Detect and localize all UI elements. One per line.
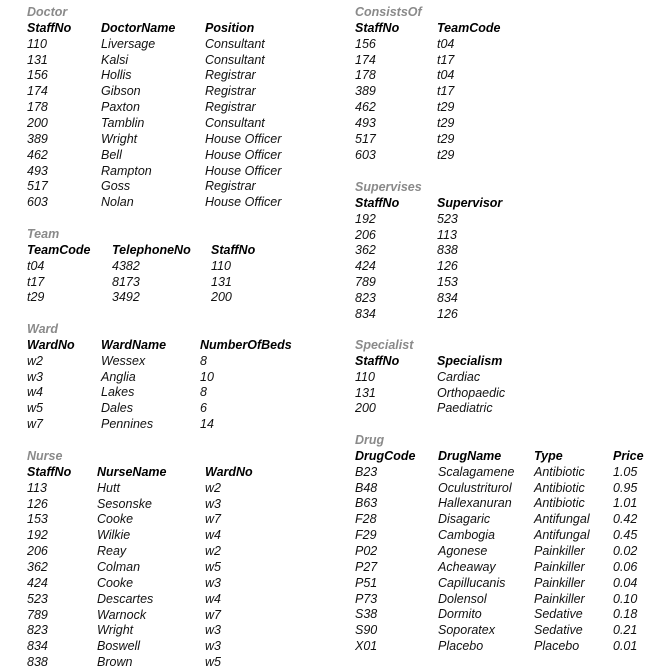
table-cell: 0.45 [613, 528, 638, 543]
table-cell: 517 [27, 179, 48, 194]
table-cell: Wright [101, 131, 138, 146]
table-title: Drug [355, 433, 385, 447]
table-cell: Agonese [438, 543, 488, 558]
table-cell: w7 [205, 607, 221, 622]
table-cell: 362 [27, 559, 48, 574]
table-cell: w4 [27, 385, 43, 400]
table-cell: 838 [437, 243, 458, 258]
table-cell: 200 [211, 290, 232, 305]
column-header: Type [534, 448, 563, 463]
table-cell: 153 [437, 275, 458, 290]
table-cell: 200 [27, 115, 48, 130]
table-cell: F28 [355, 512, 377, 527]
column-header: TelephoneNo [112, 242, 191, 257]
table-cell: 206 [355, 227, 376, 242]
table-cell: 523 [437, 211, 458, 226]
table-cell: 0.21 [613, 623, 638, 638]
table-cell: 462 [355, 100, 376, 115]
table-cell: Soporatex [438, 623, 495, 638]
table-cell: 0.95 [613, 480, 638, 495]
table-cell: 517 [355, 131, 376, 146]
table-cell: Registrar [205, 179, 256, 194]
column-header: StaffNo [27, 20, 72, 35]
table-cell: Goss [101, 179, 131, 194]
table-cell: 200 [355, 401, 376, 416]
table-cell: t29 [437, 131, 455, 146]
table-cell: 178 [27, 100, 48, 115]
table-cell: 1.01 [613, 496, 638, 511]
table-cell: Cooke [97, 575, 134, 590]
table-cell: 603 [27, 195, 48, 210]
table-cell: Registrar [205, 100, 256, 115]
table-cell: Acheaway [438, 559, 496, 574]
table-cell: w3 [205, 575, 221, 590]
table-cell: F29 [355, 528, 377, 543]
table-cell: B63 [355, 496, 378, 511]
table-cell: Placebo [534, 639, 580, 654]
table-cell: 8 [200, 385, 207, 400]
table-cell: B48 [355, 480, 378, 495]
table-cell: 838 [27, 655, 48, 670]
table-cell: Painkiller [534, 591, 585, 606]
table-cell: t17 [27, 274, 45, 289]
table-cell: 126 [27, 496, 48, 511]
table-cell: 192 [355, 211, 376, 226]
table-cell: P73 [355, 591, 378, 606]
table-cell: Dolensol [438, 591, 487, 606]
table-cell: House Officer [205, 195, 282, 210]
table-cell: Antibiotic [534, 480, 585, 495]
table-cell: w3 [205, 496, 221, 511]
table-cell: Hollis [101, 68, 132, 83]
table-title: Ward [27, 322, 59, 336]
table-cell: w4 [205, 591, 221, 606]
table-cell: Painkiller [534, 559, 585, 574]
table-cell: 462 [27, 147, 48, 162]
table-cell: 603 [355, 147, 376, 162]
table-cell: 131 [211, 274, 232, 289]
table-cell: Orthopaedic [437, 385, 506, 400]
column-header: Supervisor [437, 195, 503, 210]
table-cell: Sesonske [97, 496, 152, 511]
table-cell: Lakes [101, 385, 135, 400]
table-title: ConsistsOf [355, 5, 422, 19]
table-cell: Warnock [97, 607, 147, 622]
table-cell: Capillucanis [438, 575, 506, 590]
table-cell: Bell [101, 147, 122, 162]
table-cell: w5 [27, 401, 43, 416]
table-cell: 0.42 [613, 512, 638, 527]
table-cell: 834 [355, 306, 376, 321]
table-cell: 789 [27, 607, 48, 622]
table-cell: Dales [101, 401, 133, 416]
table-cell: P51 [355, 575, 378, 590]
table-cell: Sedative [534, 623, 583, 638]
table-cell: Liversage [101, 36, 156, 51]
table-cell: w7 [205, 512, 221, 527]
table-cell: w3 [205, 623, 221, 638]
table-cell: 174 [355, 52, 376, 67]
table-cell: Painkiller [534, 575, 585, 590]
table-cell: 153 [27, 512, 48, 527]
table-cell: 192 [27, 528, 48, 543]
table-cell: Wilkie [97, 528, 131, 543]
table-cell: Tamblin [101, 115, 145, 130]
column-header: TeamCode [27, 242, 91, 257]
column-header: Position [205, 20, 255, 35]
table-cell: 110 [355, 369, 375, 384]
table-cell: 0.02 [613, 543, 638, 558]
table-cell: t04 [27, 258, 45, 273]
table-cell: t04 [437, 36, 455, 51]
table-cell: Cardiac [437, 369, 481, 384]
table-cell: Scalagamene [438, 464, 515, 479]
table-cell: House Officer [205, 131, 282, 146]
column-header: DrugName [438, 448, 502, 463]
table-cell: Placebo [438, 639, 484, 654]
table-cell: 4382 [112, 258, 140, 273]
column-header: NumberOfBeds [200, 337, 292, 352]
table-cell: 0.06 [613, 559, 638, 574]
column-header: TeamCode [437, 20, 501, 35]
table-cell: 424 [355, 259, 376, 274]
table-cell: Antibiotic [534, 496, 585, 511]
table-cell: 523 [27, 591, 48, 606]
table-cell: 789 [355, 275, 376, 290]
table-title: Doctor [27, 5, 68, 19]
table-cell: Hutt [97, 480, 120, 495]
table-cell: Gibson [101, 84, 141, 99]
column-header: StaffNo [27, 464, 72, 479]
table-cell: w7 [27, 417, 43, 432]
table-cell: 14 [200, 417, 214, 432]
table-cell: 389 [355, 84, 376, 99]
table-cell: 6 [200, 401, 207, 416]
table-cell: Registrar [205, 68, 256, 83]
table-cell: t17 [437, 52, 455, 67]
table-cell: t29 [437, 147, 455, 162]
table-cell: Painkiller [534, 543, 585, 558]
column-header: StaffNo [211, 242, 256, 257]
table-cell: w3 [27, 369, 43, 384]
table-cell: Brown [97, 655, 133, 670]
table-cell: X01 [355, 639, 378, 654]
table-cell: w2 [27, 353, 43, 368]
column-header: WardNo [205, 464, 253, 479]
column-header: WardName [101, 337, 167, 352]
table-cell: S90 [355, 623, 378, 638]
table-cell: 389 [27, 131, 48, 146]
column-header: Price [613, 448, 644, 463]
table-cell: House Officer [205, 147, 282, 162]
table-cell: Consultant [205, 115, 265, 130]
column-header: NurseName [97, 464, 167, 479]
table-cell: 493 [27, 163, 48, 178]
table-cell: Hallexanuran [438, 496, 512, 511]
table-cell: 206 [27, 544, 48, 559]
table-cell: 493 [355, 115, 376, 130]
table-title: Specialist [355, 338, 414, 352]
table-cell: 0.04 [613, 575, 638, 590]
table-cell: 113 [437, 227, 457, 242]
table-cell: Descartes [97, 591, 154, 606]
table-cell: t29 [437, 100, 455, 115]
table-cell: 3492 [112, 290, 140, 305]
table-cell: 126 [437, 259, 458, 274]
table-cell: Antifungal [534, 512, 590, 527]
table-cell: 1.05 [613, 464, 638, 479]
table-cell: 834 [27, 639, 48, 654]
table-cell: 178 [355, 68, 376, 83]
table-cell: t17 [437, 84, 455, 99]
table-cell: Registrar [205, 84, 256, 99]
table-cell: B23 [355, 464, 378, 479]
table-title: Team [27, 227, 60, 241]
table-title: Nurse [27, 449, 63, 463]
table-cell: Antifungal [534, 528, 590, 543]
table-cell: w5 [205, 559, 221, 574]
table-cell: t04 [437, 68, 455, 83]
table-cell: 0.01 [613, 639, 638, 654]
table-cell: 110 [27, 36, 47, 51]
table-cell: t29 [27, 290, 45, 305]
table-cell: 10 [200, 369, 214, 384]
table-cell: 131 [355, 385, 376, 400]
column-header: StaffNo [355, 195, 400, 210]
table-cell: 0.10 [613, 591, 638, 606]
table-cell: w2 [205, 480, 221, 495]
table-cell: 174 [27, 84, 48, 99]
table-cell: Wessex [101, 353, 146, 368]
table-cell: 834 [437, 290, 458, 305]
table-cell: 8173 [112, 274, 140, 289]
table-cell: P02 [355, 543, 378, 558]
table-cell: Cambogia [438, 528, 495, 543]
table-cell: 156 [27, 68, 48, 83]
column-header: DrugCode [355, 448, 416, 463]
table-cell: House Officer [205, 163, 282, 178]
table-cell: Pennines [101, 417, 154, 432]
table-cell: Oculustriturol [438, 480, 512, 495]
table-cell: t29 [437, 115, 455, 130]
table-cell: Kalsi [101, 52, 129, 67]
table-cell: Boswell [97, 639, 141, 654]
table-cell: Nolan [101, 195, 134, 210]
table-cell: 0.18 [613, 607, 638, 622]
table-cell: w3 [205, 639, 221, 654]
table-title: Supervises [355, 180, 422, 194]
column-header: Specialism [437, 353, 503, 368]
table-cell: 126 [437, 306, 458, 321]
table-cell: Consultant [205, 52, 265, 67]
column-header: WardNo [27, 337, 75, 352]
table-cell: P27 [355, 559, 378, 574]
table-cell: Reay [97, 544, 127, 559]
table-cell: Sedative [534, 607, 583, 622]
column-header: DoctorName [101, 20, 176, 35]
table-cell: w2 [205, 544, 221, 559]
column-header: StaffNo [355, 20, 400, 35]
table-cell: Dormito [438, 607, 482, 622]
table-cell: Colman [97, 559, 141, 574]
table-cell: Consultant [205, 36, 265, 51]
table-cell: w5 [205, 655, 221, 670]
table-cell: w4 [205, 528, 221, 543]
table-cell: 110 [211, 258, 231, 273]
table-cell: Paediatric [437, 401, 493, 416]
table-cell: 823 [355, 290, 376, 305]
table-cell: Cooke [97, 512, 134, 527]
table-cell: 362 [355, 243, 376, 258]
table-cell: Disagaric [438, 512, 491, 527]
table-cell: 823 [27, 623, 48, 638]
table-cell: Rampton [101, 163, 152, 178]
table-cell: 113 [27, 480, 47, 495]
table-cell: 131 [27, 52, 48, 67]
table-cell: Wright [97, 623, 134, 638]
table-cell: Antibiotic [534, 464, 585, 479]
table-cell: 8 [200, 353, 207, 368]
table-cell: Anglia [101, 369, 136, 384]
table-cell: S38 [355, 607, 378, 622]
table-cell: 156 [355, 36, 376, 51]
table-cell: 424 [27, 575, 48, 590]
column-header: StaffNo [355, 353, 400, 368]
table-cell: Paxton [101, 100, 140, 115]
